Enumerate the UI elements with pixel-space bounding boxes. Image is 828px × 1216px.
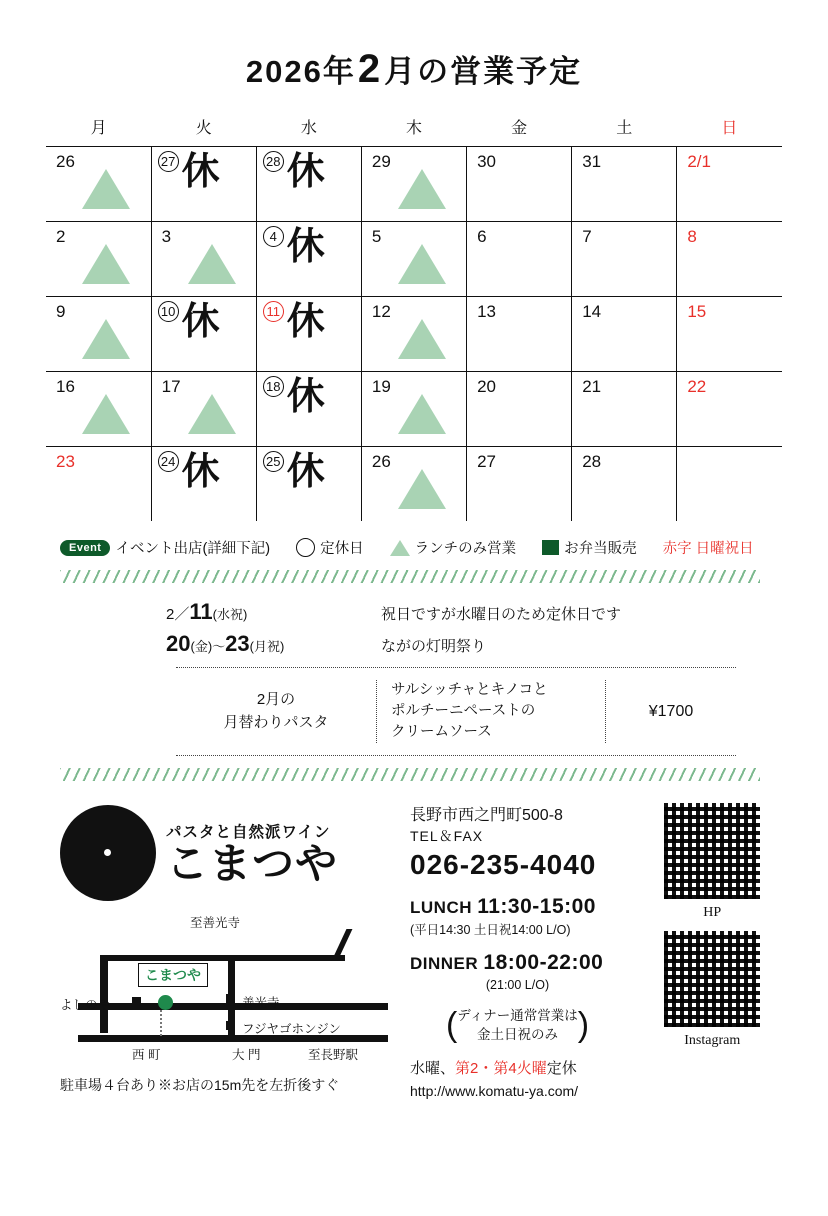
- qr-hp-caption: HP: [703, 905, 722, 921]
- calendar-day-cell: [677, 147, 782, 222]
- calendar-day-number: 15: [687, 302, 707, 321]
- calendar-day-number: 2: [56, 227, 66, 246]
- calendar-day-number: 29: [371, 152, 391, 171]
- calendar-day-number: 10: [158, 301, 179, 322]
- calendar-day-cell: [467, 147, 572, 222]
- calendar-day-cell: [572, 297, 677, 372]
- dinner-label: DINNER: [410, 953, 479, 973]
- map-label-nishimachi: 西 町: [132, 1048, 161, 1063]
- triangle-icon: [82, 319, 130, 359]
- paren-close: ): [577, 1005, 590, 1044]
- monthly-pasta-box: [176, 667, 736, 756]
- calendar-day-number: 6: [477, 227, 487, 246]
- calendar-day-number: 12: [371, 302, 391, 321]
- lunch-time: 11:30-15:00: [477, 895, 596, 919]
- flyer-page: [0, 46, 828, 1216]
- weekday-header-thu: 木: [361, 114, 466, 147]
- pasta-label: [176, 689, 376, 734]
- legend-lunch-label: ランチのみ営業: [414, 541, 517, 557]
- calendar-day-number: 28: [263, 151, 284, 172]
- map-label-zenkoji: 善光寺: [242, 996, 280, 1011]
- footer-left: [60, 799, 410, 1100]
- calendar-day-cell: [46, 297, 151, 372]
- footer-middle: [410, 799, 643, 1100]
- dinner-notice-line2: 金土日祝のみ: [476, 1026, 558, 1042]
- calendar-day-number: 27: [477, 452, 496, 471]
- calendar-body: [46, 147, 782, 522]
- triangle-icon: [390, 540, 410, 556]
- legend: [46, 537, 782, 558]
- calendar-day-cell: [151, 372, 256, 447]
- event-date-2: [166, 631, 381, 657]
- title-month-suffix: 月の営業予定: [384, 54, 583, 89]
- calendar-week-row: [46, 147, 782, 222]
- calendar-day-number: 16: [56, 377, 75, 396]
- circle-icon: [296, 538, 315, 557]
- calendar-week-row: [46, 222, 782, 297]
- triangle-icon: [398, 244, 446, 284]
- map-dotted-line: [160, 1010, 162, 1036]
- triangle-icon: [188, 244, 236, 284]
- pasta-desc-line1: サルシッチャとキノコと: [391, 682, 548, 698]
- parking-note: 駐車場４台あり※お店の15m先を左折後すぐ: [60, 1077, 340, 1094]
- calendar-day-cell: [361, 447, 466, 522]
- event-day-2a: 20: [166, 631, 191, 656]
- map-label-naganoeki: 至長野駅: [308, 1048, 359, 1063]
- triangle-icon: [82, 244, 130, 284]
- calendar-day-cell: [256, 447, 361, 522]
- calendar-day-number: 18: [263, 376, 284, 397]
- calendar-day-number: 8: [687, 227, 697, 246]
- triangle-icon: [82, 169, 130, 209]
- footer-right: [643, 799, 783, 1100]
- calendar-day-number: 7: [582, 227, 592, 246]
- dinner-time: 18:00-22:00: [483, 950, 604, 974]
- calendar-week-row: [46, 297, 782, 372]
- event-row-2: [166, 631, 782, 657]
- calendar-day-number: 9: [56, 302, 66, 321]
- pasta-label-line2: 月替わりパスタ: [223, 713, 329, 731]
- calendar-day-cell: [677, 297, 782, 372]
- calendar-day-cell: [572, 447, 677, 522]
- paren-open: (: [445, 1005, 458, 1044]
- brand-name: こまつや: [166, 840, 339, 887]
- calendar-day-number: 31: [582, 152, 602, 171]
- triangle-icon: [398, 394, 446, 434]
- map-label-zenkoji-top: 至善光寺: [190, 916, 241, 931]
- closed-day-mark: 休: [181, 151, 220, 193]
- lunch-hours: [410, 893, 643, 921]
- event-note-1: (水祝): [212, 607, 248, 622]
- calendar-day-number: 22: [687, 377, 707, 396]
- qr-instagram-caption: Instagram: [684, 1033, 741, 1049]
- lunch-label: LUNCH: [410, 898, 472, 918]
- calendar-day-number: 21: [582, 377, 602, 396]
- map-dot-fujiya: [226, 1021, 235, 1030]
- qr-code-hp[interactable]: [664, 803, 760, 899]
- triangle-icon: [398, 469, 446, 509]
- legend-closed-label: 定休日: [320, 541, 364, 557]
- calendar-day-cell: [361, 297, 466, 372]
- calendar-day-number: 28: [582, 452, 602, 471]
- calendar-day-cell: [572, 147, 677, 222]
- event-day-1: 11: [189, 599, 213, 624]
- hatch-divider-bottom: [60, 768, 760, 781]
- map-shop-dot: [158, 995, 173, 1010]
- address: 長野市西之門町500-8: [410, 807, 563, 825]
- map-shop-marker: こまつや: [138, 963, 208, 987]
- event-text-2: ながの灯明祭り: [381, 638, 487, 655]
- calendar-day-cell: [46, 147, 151, 222]
- calendar-day-cell: [467, 372, 572, 447]
- calendar-day-number: 17: [161, 377, 181, 396]
- map-road-top: [100, 955, 345, 961]
- calendar-day-cell: [467, 447, 572, 522]
- calendar-day-number: 23: [56, 452, 75, 471]
- triangle-icon: [82, 394, 130, 434]
- closed-day-mark: 休: [181, 301, 220, 343]
- closed-red: 第2・第4火曜: [455, 1060, 547, 1078]
- weekday-header-tue: 火: [151, 114, 256, 147]
- legend-bento-label: お弁当販売: [564, 541, 637, 557]
- calendar-header-row: [46, 114, 782, 147]
- weekday-header-sat: 土: [572, 114, 677, 147]
- map-dot-yoshinoya: [132, 997, 141, 1006]
- record-disc-icon: [60, 805, 156, 901]
- title-month: 2: [357, 47, 383, 91]
- calendar-day-cell: [361, 147, 466, 222]
- closed-post: 定休: [546, 1060, 577, 1078]
- calendar-day-cell: [151, 447, 256, 522]
- legend-red-label: 赤字 日曜祝日: [662, 541, 754, 557]
- footer: [46, 799, 782, 1100]
- calendar-day-cell: [572, 222, 677, 297]
- calendar-day-number: 14: [582, 302, 602, 321]
- telfax-label: TEL＆FAX: [410, 827, 484, 844]
- triangle-icon: [188, 394, 236, 434]
- calendar-day-number: 20: [477, 377, 496, 396]
- calendar-day-number: 24: [158, 451, 179, 472]
- map-road-vertical-left: [100, 955, 108, 1033]
- calendar-day-cell: [467, 297, 572, 372]
- dinner-note: (21:00 L/O): [485, 977, 550, 992]
- calendar-day-number: 19: [371, 377, 391, 396]
- title-year-suffix: 年: [322, 54, 356, 89]
- calendar-day-cell: [46, 372, 151, 447]
- event-note-2a: (金): [190, 639, 213, 654]
- brand-text: [166, 820, 338, 886]
- square-icon: [542, 540, 559, 555]
- calendar-day-number: 11: [263, 301, 284, 322]
- triangle-icon: [398, 319, 446, 359]
- triangle-icon: [398, 169, 446, 209]
- map-label-fujiya: フジヤゴホンジン: [242, 1022, 341, 1037]
- calendar-day-cell: [151, 147, 256, 222]
- closed-day-mark: 休: [286, 151, 325, 193]
- dinner-notice: [410, 1002, 625, 1050]
- calendar-day-cell: [467, 222, 572, 297]
- calendar-day-cell: [361, 222, 466, 297]
- calendar-day-cell: [361, 372, 466, 447]
- calendar-day-cell: [677, 447, 782, 522]
- calendar-day-cell: [256, 147, 361, 222]
- calendar-table: [46, 114, 782, 521]
- weekday-header-wed: 水: [256, 114, 361, 147]
- pasta-label-line1: 2月の: [256, 691, 296, 709]
- calendar-day-number: 30: [477, 152, 496, 171]
- calendar-day-number: 26: [56, 152, 75, 171]
- calendar-day-cell: [256, 297, 361, 372]
- calendar-day-number: 13: [477, 302, 496, 321]
- calendar-day-cell: [256, 372, 361, 447]
- title-year: 2026: [245, 54, 323, 89]
- closed-day-mark: 休: [286, 451, 325, 493]
- lunch-note: (平日14:30 土日祝14:00 L/O): [410, 922, 571, 937]
- calendar-day-cell: [572, 372, 677, 447]
- map-label-daimon: 大 門: [232, 1048, 261, 1063]
- hatch-divider-top: [60, 570, 760, 583]
- telephone-number: 026-235-4040: [410, 848, 597, 880]
- weekday-header-mon: 月: [46, 114, 151, 147]
- brand-tagline: パスタと自然派ワイン: [166, 824, 331, 841]
- calendar-day-number: 3: [161, 227, 172, 246]
- pasta-desc-line2: ポルチーニペーストの: [391, 703, 536, 720]
- calendar-day-cell: [151, 297, 256, 372]
- closed-day-mark: 休: [286, 376, 325, 418]
- calendar-day-cell: [677, 372, 782, 447]
- calendar-day-cell: [46, 222, 151, 297]
- closed-day-mark: 休: [286, 226, 325, 268]
- event-tilde-2: 〜: [212, 639, 226, 654]
- calendar-day-number: 27: [158, 151, 179, 172]
- website-url[interactable]: http://www.komatu-ya.com/: [410, 1082, 579, 1099]
- dinner-notice-line1: ディナー通常営業は: [457, 1007, 578, 1023]
- event-badge: Event: [60, 540, 110, 556]
- calendar-day-number: 2/1: [687, 152, 711, 171]
- event-row-1: [166, 599, 782, 625]
- map-dot-zenkoji: [226, 994, 235, 1003]
- closed-day-mark: 休: [286, 301, 325, 343]
- calendar-day-number: 26: [371, 452, 391, 471]
- brand-row: [60, 805, 410, 901]
- calendar-day-cell: [46, 447, 151, 522]
- weekday-header-sun: 日: [677, 114, 782, 147]
- events-section: [46, 599, 782, 657]
- map-label-yoshinoya: よしのや: [60, 998, 111, 1013]
- calendar-day-number: 25: [263, 451, 284, 472]
- legend-event-label: イベント出店(詳細下記): [115, 541, 271, 557]
- pasta-description: [376, 680, 606, 743]
- dinner-hours: [410, 949, 643, 977]
- calendar-week-row: [46, 372, 782, 447]
- access-map: [60, 909, 410, 1069]
- weekday-header-fri: 金: [467, 114, 572, 147]
- closed-days: [410, 1059, 643, 1079]
- calendar-day-cell: [151, 222, 256, 297]
- event-note-2b: (月祝): [249, 639, 285, 654]
- closed-day-mark: 休: [181, 451, 220, 493]
- dinner-notice-text: [457, 1007, 577, 1045]
- calendar-day-cell: [256, 222, 361, 297]
- calendar-day-number: 4: [263, 226, 284, 247]
- qr-code-instagram[interactable]: [664, 931, 760, 1027]
- pasta-desc-line3: クリームソース: [391, 724, 492, 741]
- event-day-2b: 23: [225, 631, 250, 656]
- calendar-week-row: [46, 447, 782, 522]
- closed-pre: 水曜、: [410, 1060, 456, 1078]
- calendar-day-cell: [677, 222, 782, 297]
- event-text-1: 祝日ですが水曜日のため定休日です: [381, 606, 622, 623]
- event-date-1: [166, 599, 381, 625]
- calendar-day-number: 5: [371, 227, 382, 246]
- event-month-1: 2／: [166, 606, 190, 623]
- page-title: [46, 46, 782, 92]
- pasta-price: ¥1700: [648, 702, 694, 720]
